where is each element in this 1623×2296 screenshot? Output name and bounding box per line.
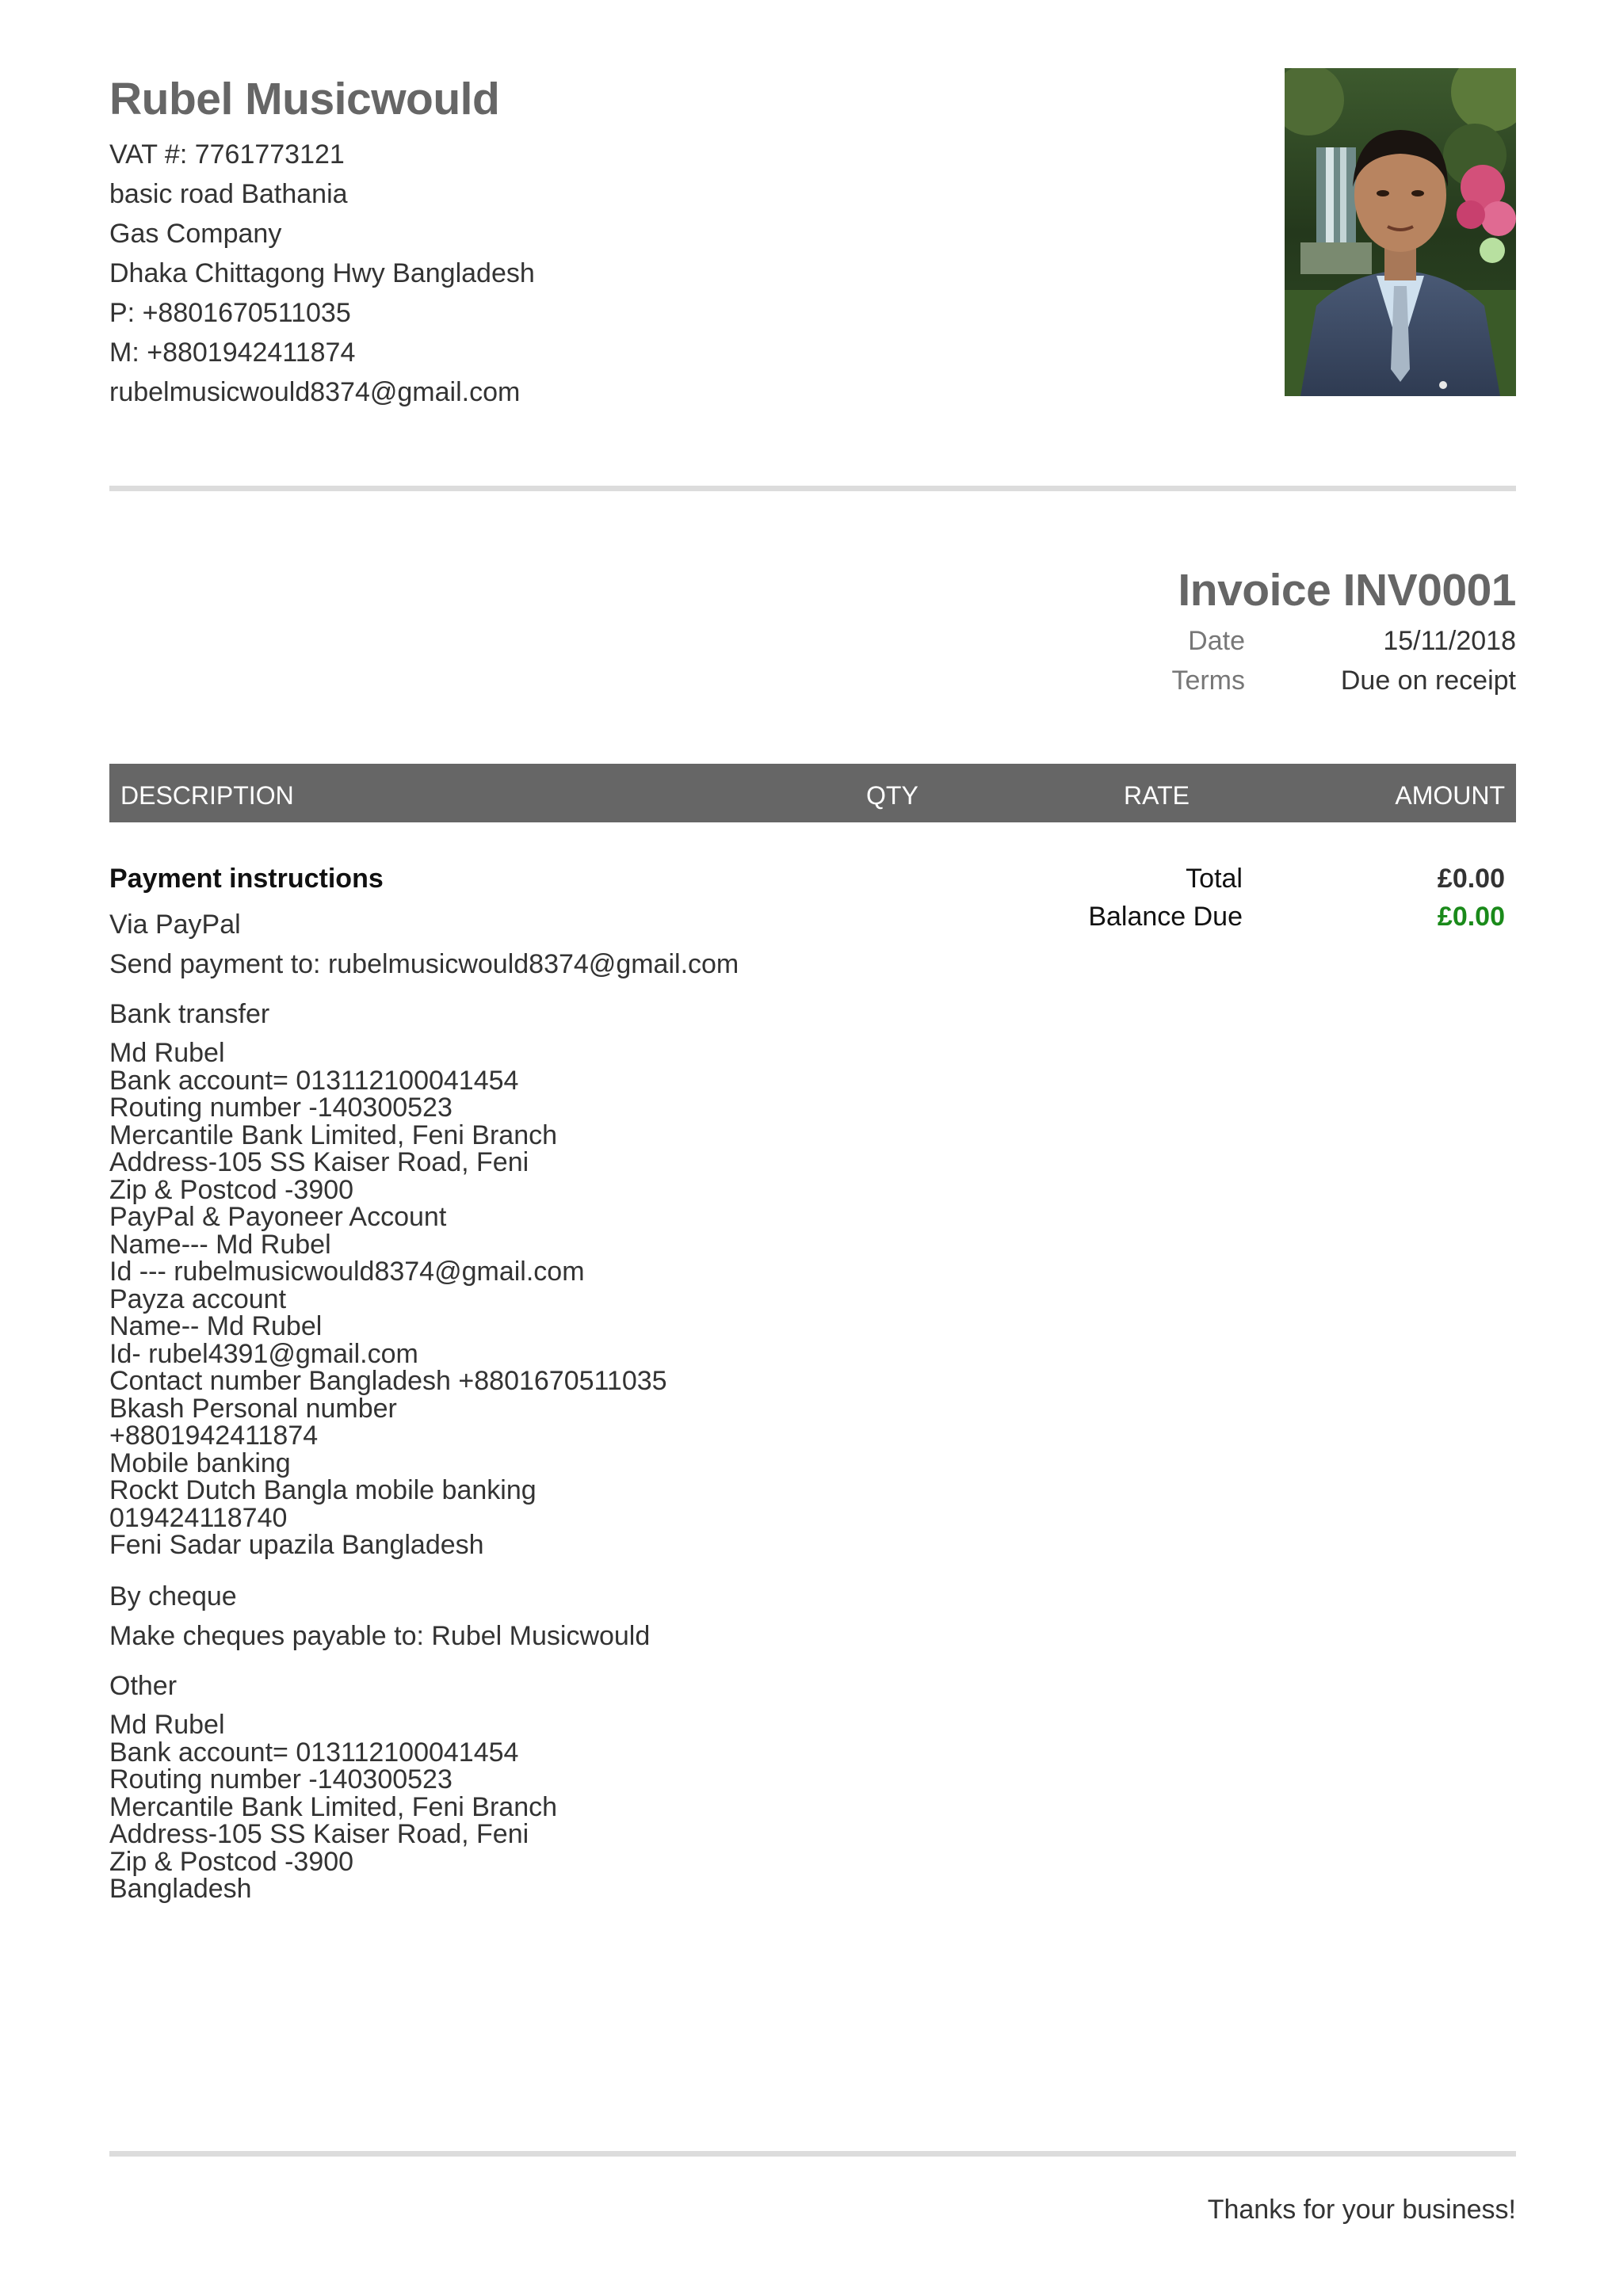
invoice-date-label: Date — [1188, 626, 1245, 656]
bank-transfer-line: Payza account — [109, 1283, 287, 1314]
bank-transfer-line: Feni Sadar upazila Bangladesh — [109, 1530, 484, 1560]
bank-transfer-line: Rockt Dutch Bangla mobile banking — [109, 1475, 537, 1505]
bank-transfer-line: Bank account= 013112100041454 — [109, 1065, 519, 1096]
company-name: Rubel Musicwould — [109, 74, 500, 124]
other-detail-line: Routing number -140300523 — [109, 1764, 453, 1794]
other-detail-line: Bank account= 013112100041454 — [109, 1737, 519, 1768]
invoice-terms-value: Due on receipt — [1340, 666, 1516, 696]
bank-transfer-line: Bkash Personal number — [109, 1393, 397, 1424]
other-details — [109, 1711, 557, 1903]
other-heading-text: Other — [109, 1671, 178, 1701]
bank-transfer-line: Address-105 SS Kaiser Road, Feni — [109, 1147, 529, 1177]
column-header-qty: QTY — [866, 781, 918, 810]
bank-transfer-line: Name-- Md Rubel — [109, 1311, 323, 1341]
bank-transfer-line: Md Rubel — [109, 1038, 225, 1068]
bank-transfer-line: Name--- Md Rubel — [109, 1229, 331, 1260]
bank-transfer-line: Id --- rubelmusicwould8374@gmail.com — [109, 1257, 585, 1287]
company-vat: VAT #: 7761773121 — [109, 139, 345, 170]
bank-transfer-heading — [109, 994, 269, 1034]
paypal-heading: Via PayPal — [109, 910, 241, 940]
company-address-line2: Gas Company — [109, 219, 282, 249]
other-detail-line: Md Rubel — [109, 1710, 225, 1740]
line-items-header — [109, 764, 1516, 822]
bank-transfer-line: Contact number Bangladesh +8801670511035 — [109, 1366, 667, 1396]
invoice-terms-row — [1120, 666, 1516, 705]
bank-transfer-details — [109, 1039, 667, 1559]
bank-transfer-heading-text: Bank transfer — [109, 999, 270, 1029]
payment-instructions-title: Payment instructions — [109, 864, 384, 894]
other-detail-line: Bangladesh — [109, 1874, 252, 1904]
invoice-title: Invoice INV0001 — [1178, 565, 1516, 616]
company-phone: P: +8801670511035 — [109, 298, 351, 328]
cheque-heading: By cheque — [109, 1581, 237, 1611]
total-value: £0.00 — [1437, 864, 1505, 894]
header-divider — [109, 486, 1516, 491]
column-header-rate: RATE — [1124, 781, 1190, 810]
balance-due-label: Balance Due — [1088, 902, 1243, 932]
thanks-message: Thanks for your business! — [1207, 2195, 1516, 2225]
column-header-description: DESCRIPTION — [120, 781, 294, 810]
company-email: rubelmusicwould8374@gmail.com — [109, 377, 521, 407]
company-address-line1: basic road Bathania — [109, 179, 348, 209]
footer-divider — [109, 2151, 1516, 2157]
bank-transfer-line: Zip & Postcod -3900 — [109, 1174, 354, 1205]
bank-transfer-line: 019424118740 — [109, 1502, 288, 1533]
invoice-date-value: 15/11/2018 — [1383, 626, 1516, 656]
column-header-amount: AMOUNT — [1395, 781, 1505, 810]
bank-transfer-line: Routing number -140300523 — [109, 1093, 453, 1123]
other-detail-line: Zip & Postcod -3900 — [109, 1846, 354, 1877]
total-label: Total — [1186, 864, 1243, 894]
bank-transfer-line: Id- rubel4391@gmail.com — [109, 1338, 418, 1369]
paypal-text: Send payment to: rubelmusicwould8374@gmail.com — [109, 949, 739, 979]
cheque-section — [109, 1577, 650, 1656]
invoice-page — [109, 0, 1516, 2296]
cheque-text: Make cheques payable to: Rubel Musicwould — [109, 1621, 651, 1651]
paypal-section — [109, 905, 739, 984]
balance-due-value: £0.00 — [1437, 902, 1505, 932]
invoice-terms-label: Terms — [1171, 666, 1245, 696]
other-detail-line: Address-105 SS Kaiser Road, Feni — [109, 1819, 529, 1849]
company-address-line3: Dhaka Chittagong Hwy Bangladesh — [109, 258, 535, 288]
bank-transfer-line: Mercantile Bank Limited, Feni Branch — [109, 1119, 558, 1150]
invoice-date-row — [1120, 626, 1516, 666]
company-mobile: M: +8801942411874 — [109, 338, 356, 368]
company-details — [109, 135, 535, 412]
bank-transfer-line: +8801942411874 — [109, 1421, 319, 1451]
other-detail-line: Mercantile Bank Limited, Feni Branch — [109, 1791, 558, 1822]
bank-transfer-line: Mobile banking — [109, 1447, 291, 1478]
other-heading — [109, 1666, 177, 1706]
bank-transfer-line: PayPal & Payoneer Account — [109, 1202, 447, 1232]
profile-photo — [1285, 68, 1516, 396]
